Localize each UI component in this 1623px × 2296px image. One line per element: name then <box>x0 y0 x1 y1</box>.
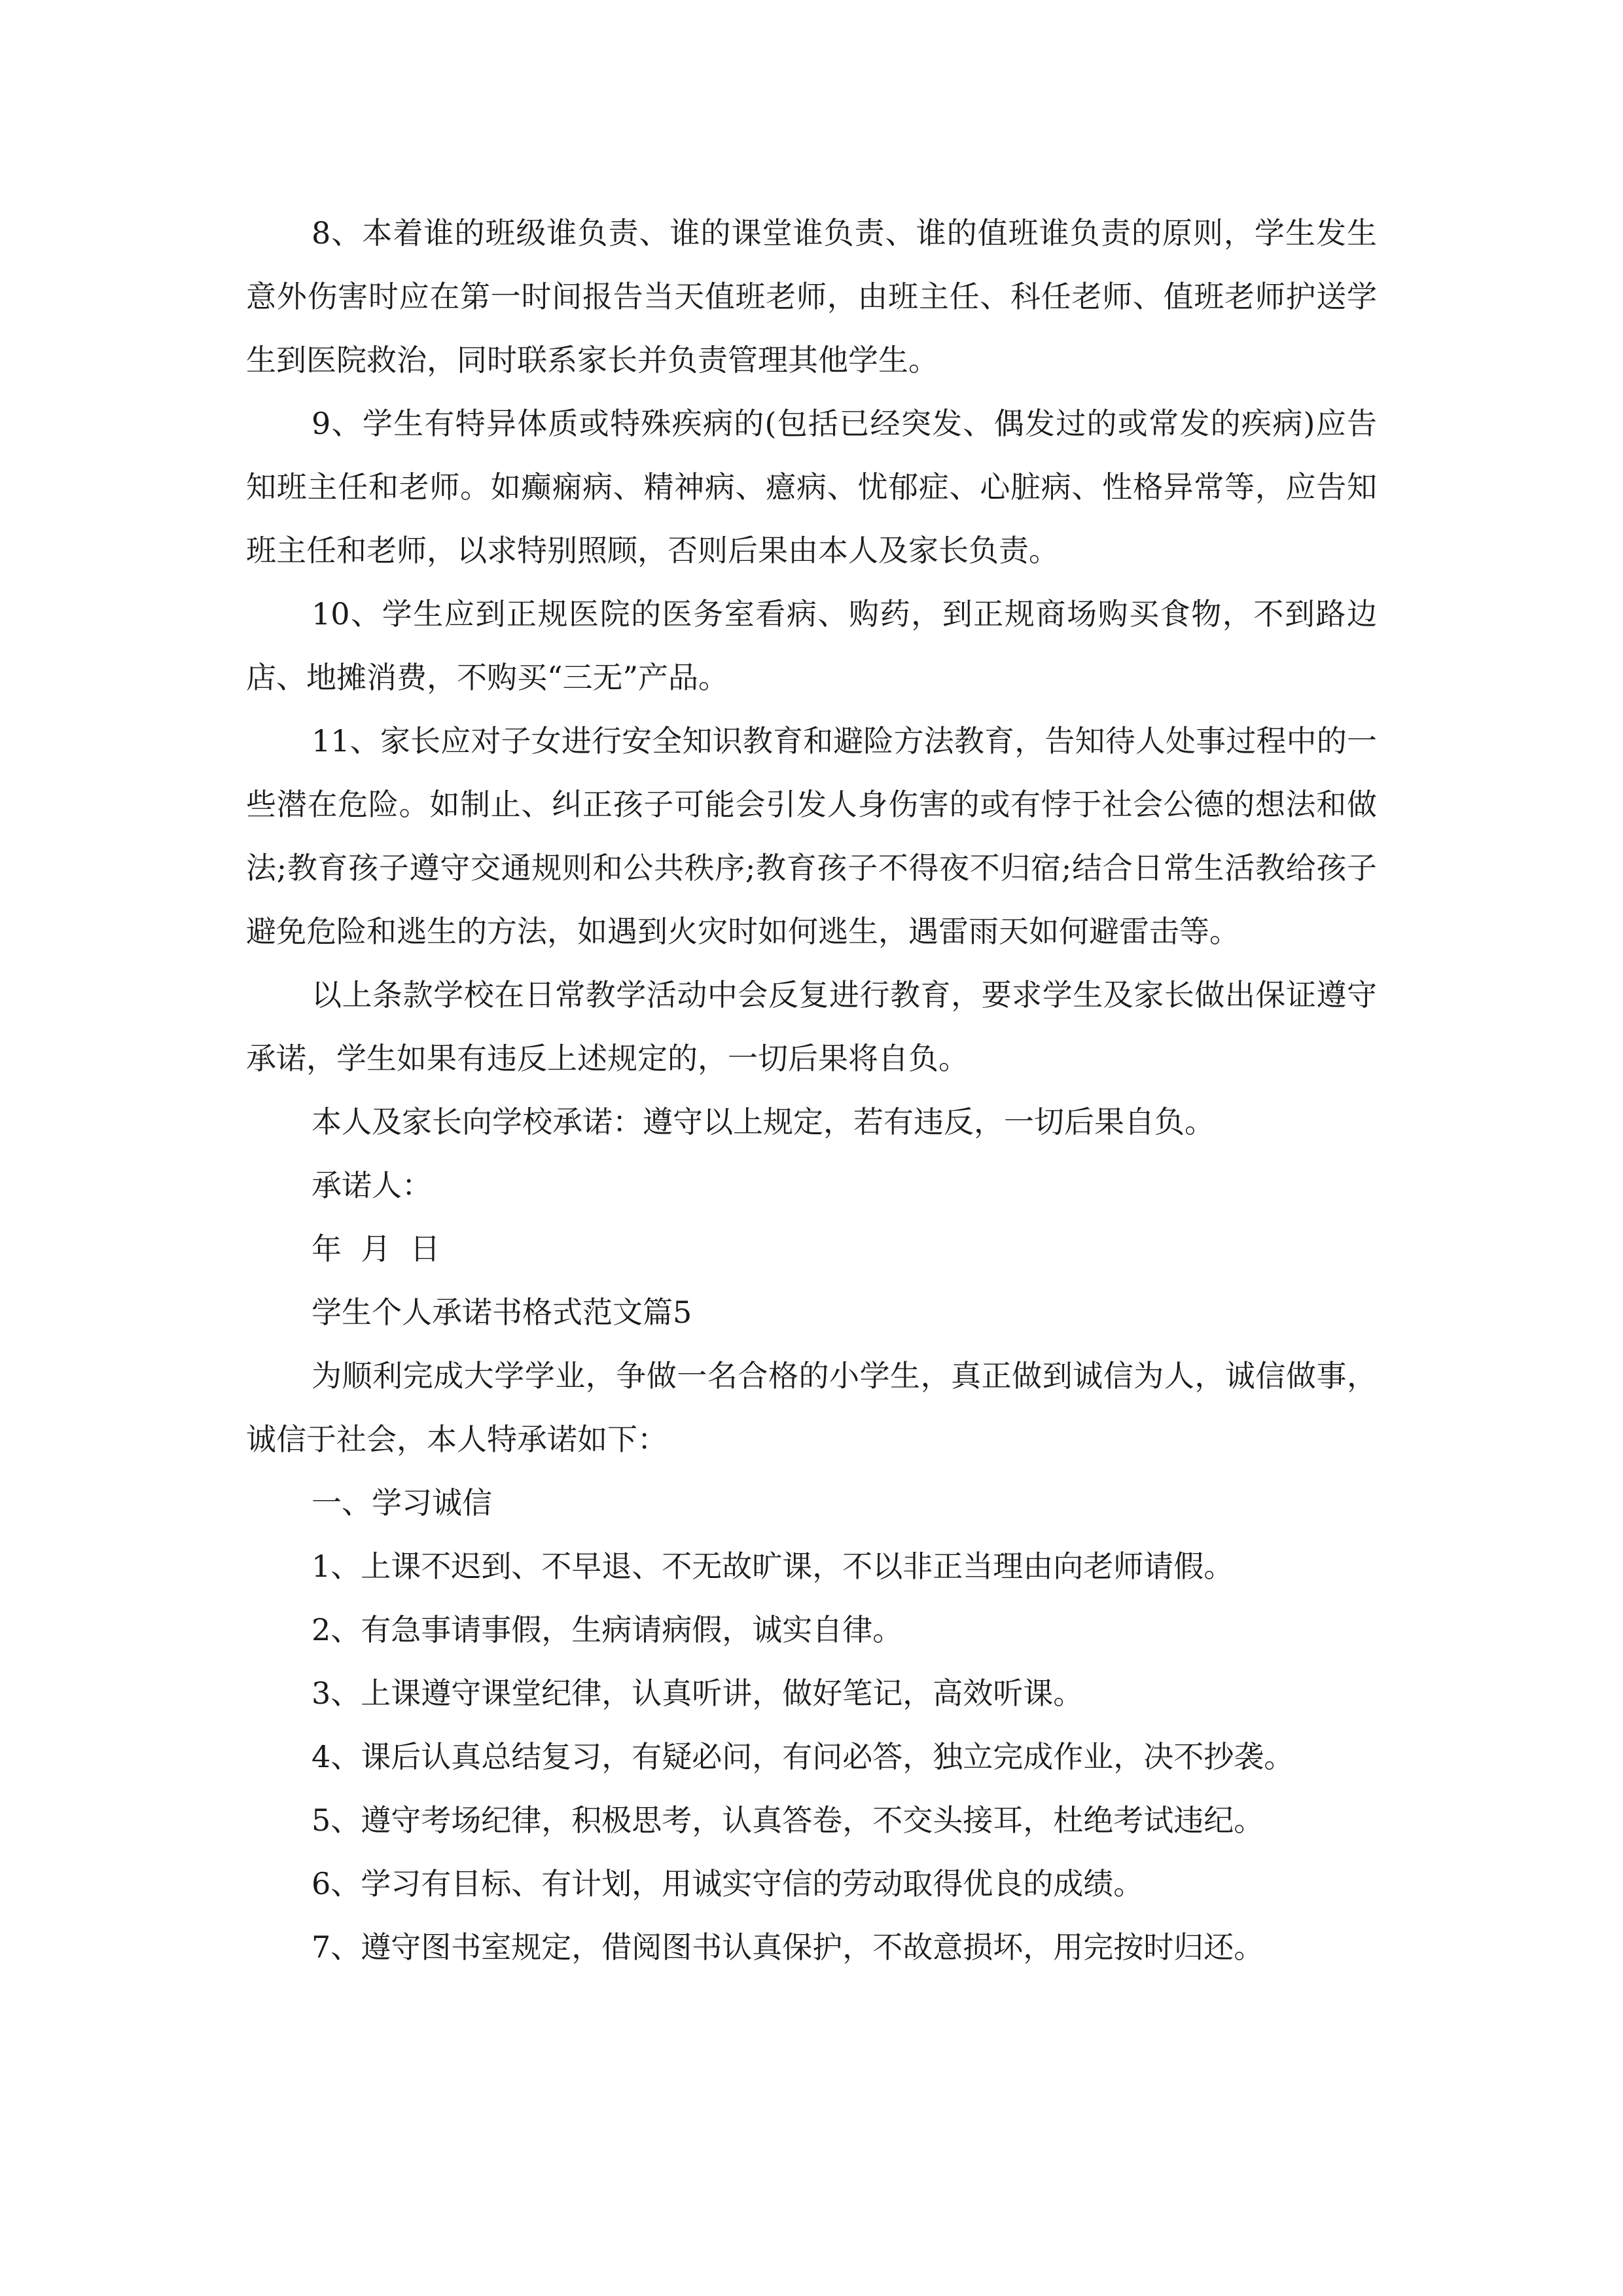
paragraph-11-parent-education: 11、家长应对子女进行安全知识教育和避险方法教育，告知待人处事过程中的一些潜在危险。如制止、纠正孩子可能会引发人身伤害的或有悖于社会公德的想法和做法;教育孩子遵守交通规则和公共秩序;教育孩子不得夜不归宿;结合日常生活教给孩子避免危险和逃生的方法，如遇到火灾时如何逃生，遇雷雨天如何避雷击等。 <box>246 723 1377 949</box>
document-page <box>246 202 1377 1979</box>
paragraph-promise: 本人及家长向学校承诺：遵守以上规定，若有违反，一切后果自负。 <box>312 1104 1215 1139</box>
section-title: 学生个人承诺书格式范文篇5 <box>312 1295 692 1330</box>
list-item: 7、遵守图书室规定，借阅图书认真保护，不故意损坏，用完按时归还。 <box>312 1929 1264 1965</box>
list-item: 4、课后认真总结复习，有疑必问，有问必答，独立完成作业，决不抄袭。 <box>312 1739 1294 1774</box>
paragraph-intro: 为顺利完成大学学业，争做一名合格的小学生，真正做到诚信为人，诚信做事，诚信于社会，本人特承诺如下： <box>246 1358 1377 1457</box>
signer-label: 承诺人： <box>312 1168 432 1203</box>
subsection-heading: 一、学习诚信 <box>312 1485 492 1520</box>
list-item: 6、学习有目标、有计划，用诚实守信的劳动取得优良的成绩。 <box>312 1866 1144 1901</box>
paragraph-8-accident-responsibility: 8、本着谁的班级谁负责、谁的课堂谁负责、谁的值班谁负责的原则，学生发生意外伤害时应在第一时间报告当天值班老师，由班主任、科任老师、值班老师护送学生到医院救治，同时联系家长并负责管理其他学生。 <box>246 215 1377 378</box>
list-item: 1、上课不迟到、不早退、不无故旷课，不以非正当理由向老师请假。 <box>312 1549 1234 1584</box>
paragraph-9-special-health: 9、学生有特异体质或特殊疾病的(包括已经突发、偶发过的或常发的疾病)应告知班主任和老师。如癫痫病、精神病、癔病、忧郁症、心脏病、性格异常等，应告知班主任和老师，以求特别照顾，否则后果由本人及家长负责。 <box>246 406 1377 568</box>
paragraph-10-medical-shopping: 10、学生应到正规医院的医务室看病、购药，到正规商场购买食物，不到路边店、地摊消费，不购买“三无”产品。 <box>246 596 1377 695</box>
paragraph-school-terms: 以上条款学校在日常教学活动中会反复进行教育，要求学生及家长做出保证遵守承诺，学生如果有违反上述规定的，一切后果将自负。 <box>246 977 1377 1076</box>
list-item: 3、上课遵守课堂纪律，认真听讲，做好笔记，高效听课。 <box>312 1676 1084 1711</box>
list-item: 5、遵守考场纪律，积极思考，认真答卷，不交头接耳，杜绝考试违纪。 <box>312 1803 1264 1838</box>
list-item: 2、有急事请事假，生病请病假，诚实自律。 <box>312 1612 903 1647</box>
date-line: 年 月 日 <box>312 1231 440 1266</box>
